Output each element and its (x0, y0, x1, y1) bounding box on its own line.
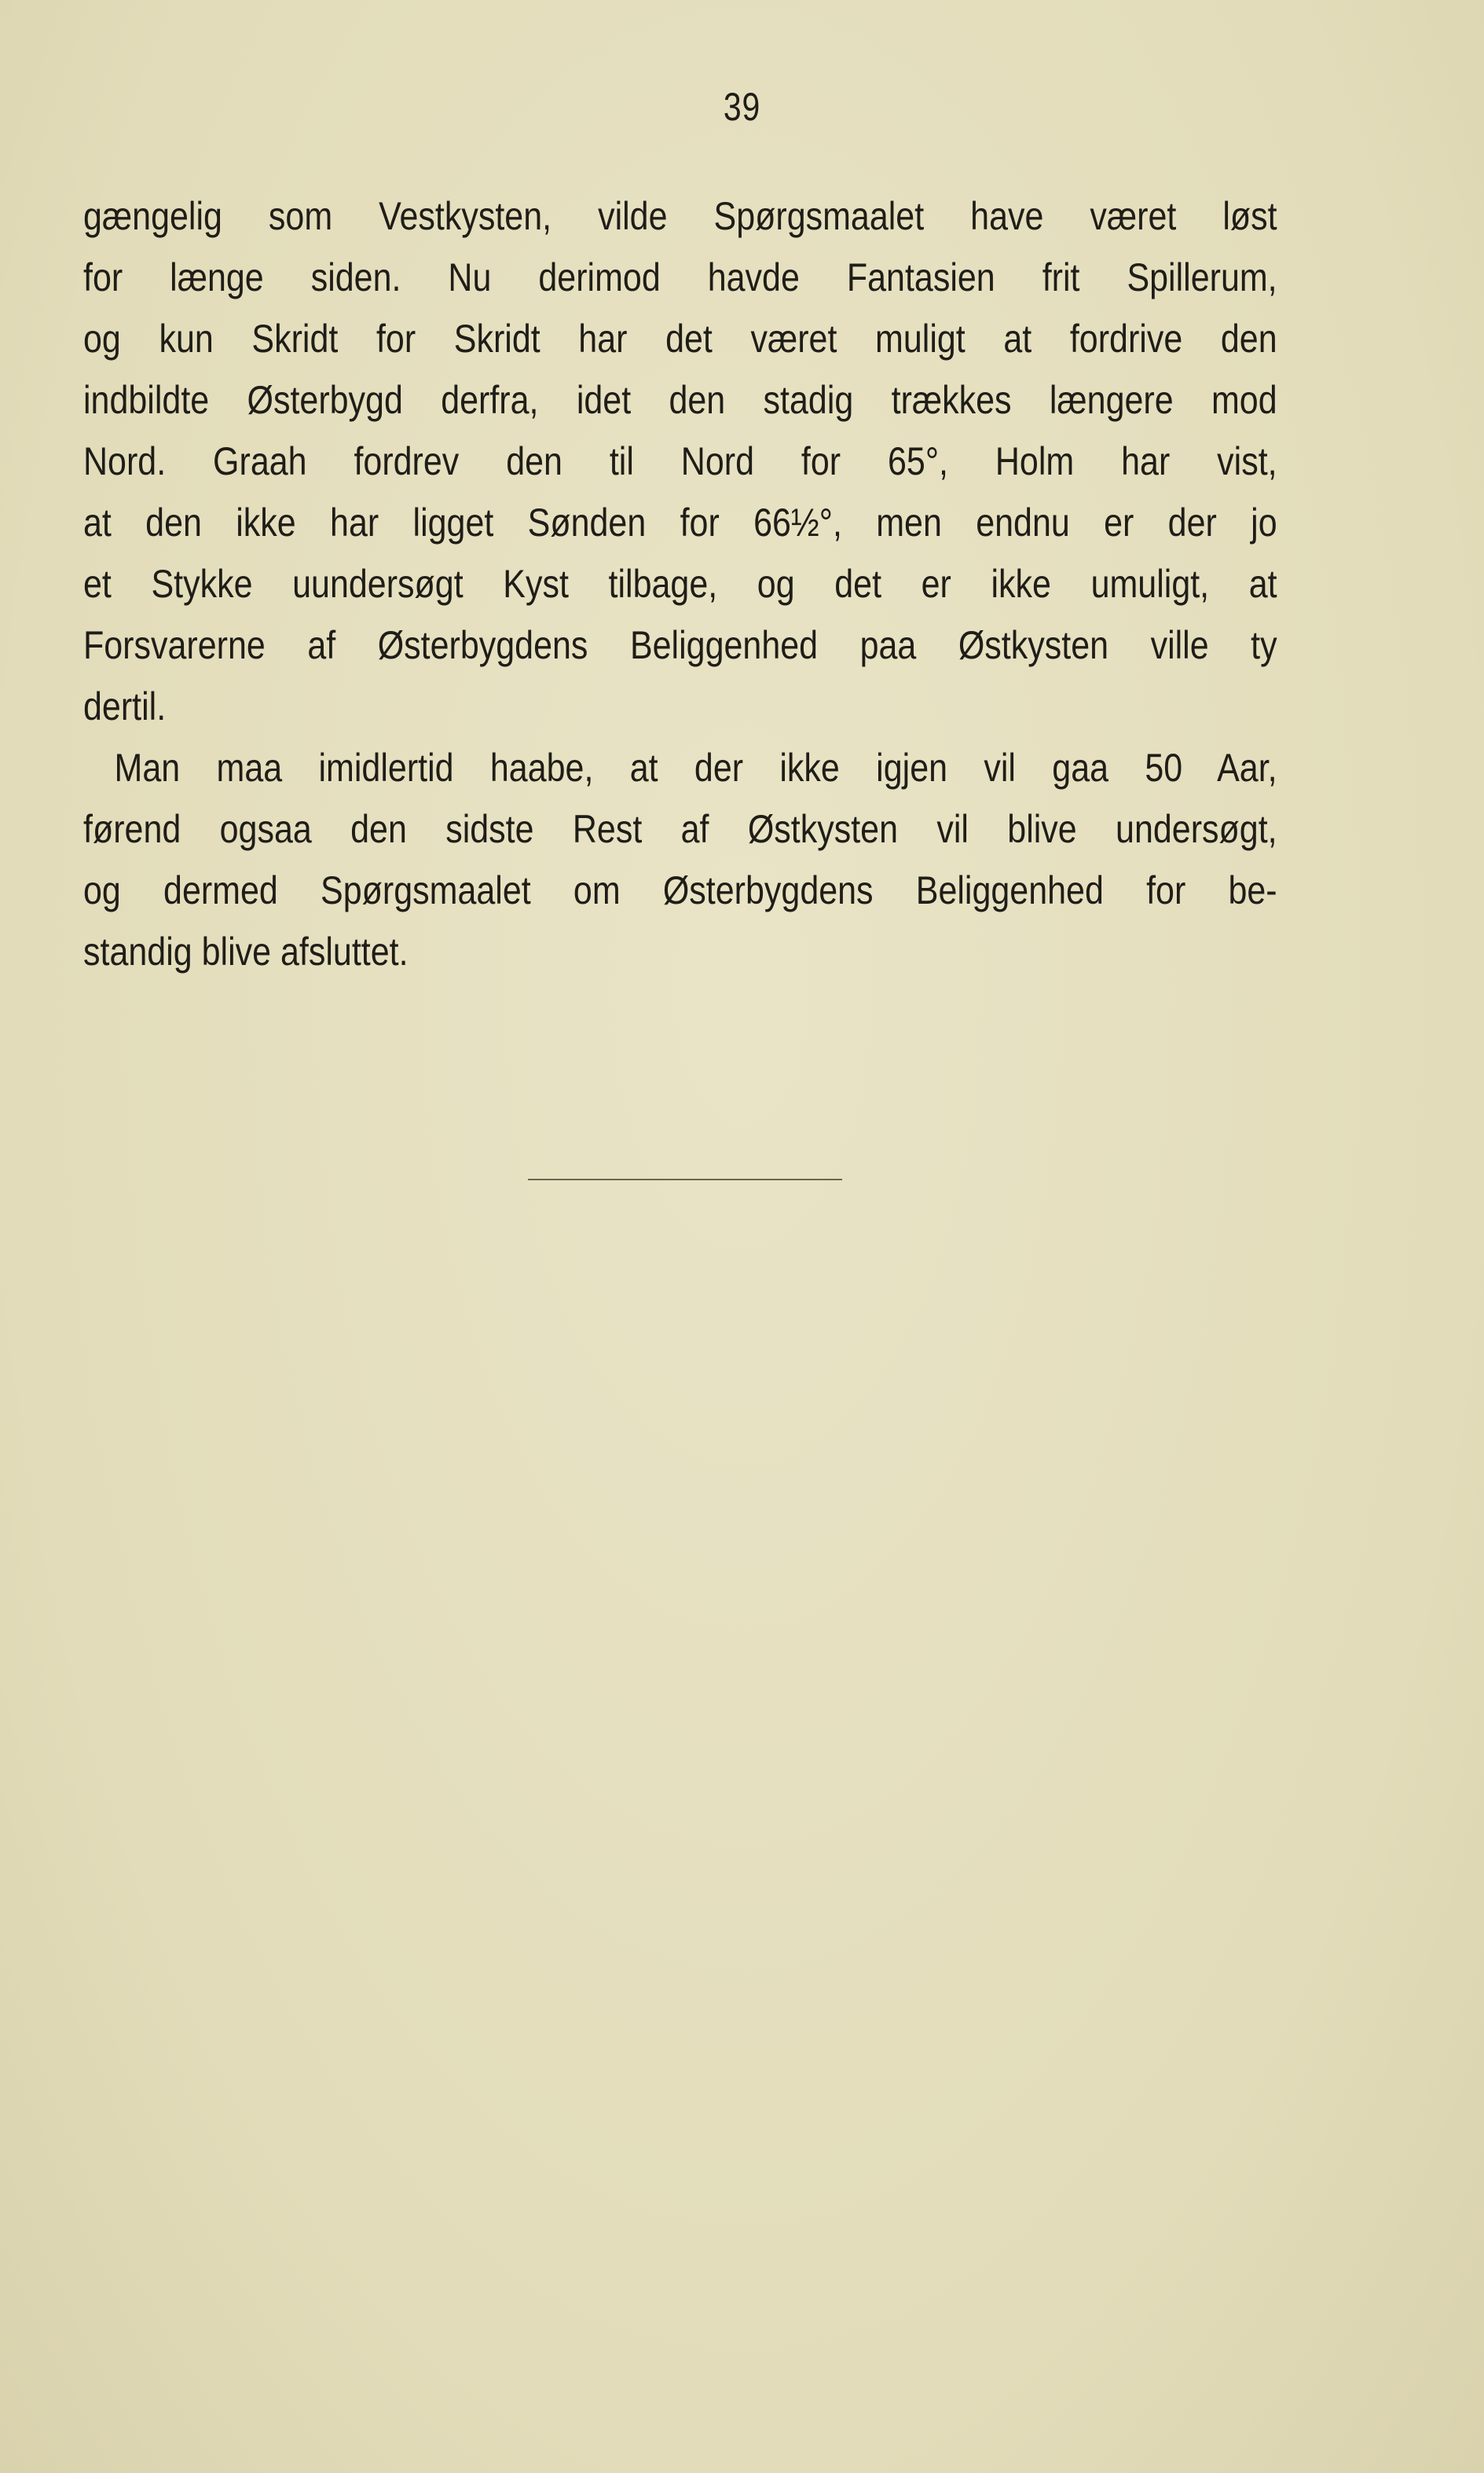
text-line: standig blive afsluttet. (83, 930, 409, 974)
text-line: at den ikke har ligget Sønden for 66½°, men endnu er der jo (83, 501, 1277, 545)
text-line: gængelig som Vestkysten, vilde Spørgsmaalet have været løst (83, 194, 1277, 238)
paragraph-start-line: Man maa imidlertid haabe, at der ikke igjen vil gaa 50 Aar, (114, 746, 1277, 790)
page-number: 39 (723, 85, 761, 129)
text-line: for længe siden. Nu derimod havde Fantasien frit Spillerum, (83, 255, 1277, 299)
text-line: førend ogsaa den sidste Rest af Østkysten vil blive undersøgt, (83, 807, 1277, 851)
section-end-rule (528, 1179, 842, 1180)
text-line: og kun Skridt for Skridt har det været muligt at fordrive den (83, 317, 1277, 361)
text-line: Forsvarerne af Østerbygdens Beliggenhed paa Østkysten ville ty (83, 623, 1277, 667)
text-line: indbildte Østerbygd derfra, idet den stadig trækkes længere mod (83, 378, 1277, 422)
text-line: et Stykke uundersøgt Kyst tilbage, og det er ikke umuligt, at (83, 562, 1277, 606)
text-line: Nord. Graah fordrev den til Nord for 65°, Holm har vist, (83, 439, 1277, 483)
text-line: dertil. (83, 684, 167, 728)
body-text (83, 185, 1277, 982)
text-line: og dermed Spørgsmaalet om Østerbygdens Beliggenhed for be- (83, 868, 1277, 912)
